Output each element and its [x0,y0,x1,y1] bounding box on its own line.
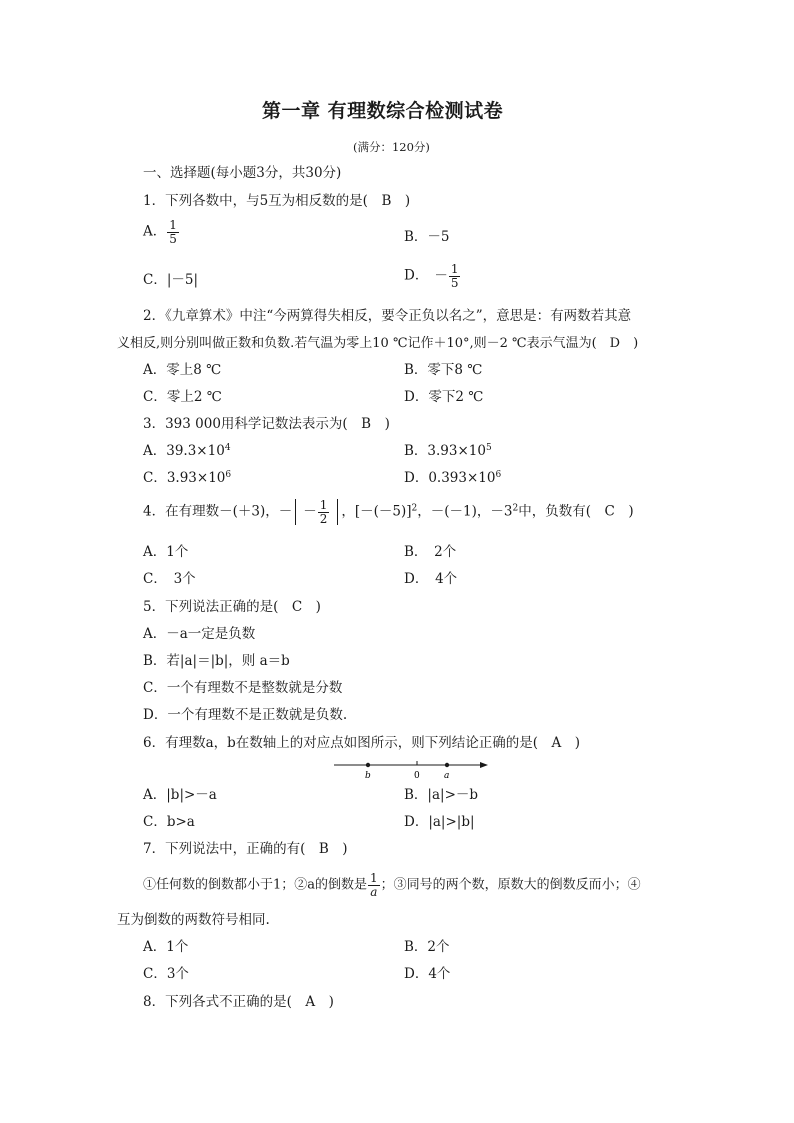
q1-option-c: C．|－5| [143,272,199,288]
question-1-stem: 1．下列各数中，与5互为相反数的是( B ) [143,193,411,209]
q3-option-b: B．$3.93\times 10^5$ [404,443,492,459]
q6-option-c: C．b>a [143,814,195,830]
q5-option-b: B．若|a|＝|b|，则 a＝b [143,653,290,669]
question-7-stem: 7．下列说法中，正确的有( B ) [143,841,348,857]
q5-option-c: C．一个有理数不是整数就是分数 [143,680,343,696]
absolute-value: － $\frac{1}{2}$ [295,499,338,525]
question-8-stem: 8．下列各式不正确的是( A ) [143,994,334,1010]
q6-option-b: B．|a|>－b [404,787,479,803]
q4-option-b: B． 2个 [404,544,457,560]
q3-option-c: C．$3.93\times 10^6$ [143,470,232,486]
question-2-line-2: 义相反,则分别叫做正数和负数.若气温为零上10 ℃记作＋10°,则－2 ℃表示气温为( D ) [117,336,639,351]
q1-option-a: A． $\frac{1}{5}$ [143,218,177,246]
q2-option-a: A．零上8 ℃ [143,362,222,378]
label-zero: 0 [414,771,420,781]
q4-option-d: D． 4个 [404,571,458,587]
page-title: 第一章 有理数综合检测试卷 [262,100,504,122]
question-3-stem: 3．393 000用科学记数法表示为( B ) [143,416,390,432]
question-6-stem: 6．有理数a，b在数轴上的对应点如图所示，则下列结论正确的是( A ) [143,735,581,751]
q5-option-a: A．－a一定是负数 [143,626,256,642]
number-line-arrow [480,762,488,768]
fraction: $\frac{1}{a}$ [370,871,378,899]
number-line-figure [330,758,490,782]
point-a [445,763,449,767]
q7-option-c: C．3个 [143,966,189,982]
q4-option-a: A．1个 [143,544,189,560]
q3-option-d: D．$0.393\times 10^6$ [404,470,502,486]
question-4-stem: 4．在有理数－(＋3)，－ － $\frac{1}{2}$ ，$[-(-5)]^2$，－(－1)，$-3^2$中，负数有( C ) [143,498,634,526]
q7-option-b: B．2个 [404,939,450,955]
question-7-line-1: ①任何数的倒数都小于1；②a的倒数是 $\frac{1}{a}$ ；③同号的两个数，原数大的倒数反而小；④ [143,871,641,899]
q2-option-c: C．零上2 ℃ [143,389,222,405]
section-heading: 一、选择题(每小题3分，共30分) [143,165,342,181]
q5-option-d: D．一个有理数不是正数就是负数. [143,707,348,723]
point-b [366,763,370,767]
question-2-line-1: 2．《九章算术》中注“今两算得失相反，要令正负以名之”，意思是：有两数若其意 [143,308,632,324]
label-a: a [444,771,450,781]
q3-option-a: A．$39.3\times 10^4$ [143,443,231,459]
question-7-line-2: 互为倒数的两数符号相同. [117,912,270,928]
q7-option-d: D．4个 [404,966,451,982]
q7-option-a: A．1个 [143,939,189,955]
q6-option-d: D．|a|>|b| [404,814,475,830]
fraction: $\frac{1}{2}$ [319,498,328,526]
fraction: $\frac{1}{5}$ [450,262,459,290]
q6-option-a: A．|b|>－a [143,787,217,803]
question-5-stem: 5．下列说法正确的是( C ) [143,599,321,615]
score-note: (满分：120分) [353,140,430,154]
q4-option-c: C． 3个 [143,571,196,587]
q2-option-b: B．零下8 ℃ [404,362,483,378]
q2-option-d: D．零下2 ℃ [404,389,484,405]
q1-option-d: D． － $\frac{1}{5}$ [404,262,459,290]
label-b: b [365,771,371,781]
fraction: $\frac{1}{5}$ [169,218,177,246]
q1-option-b: B．－5 [404,229,450,245]
